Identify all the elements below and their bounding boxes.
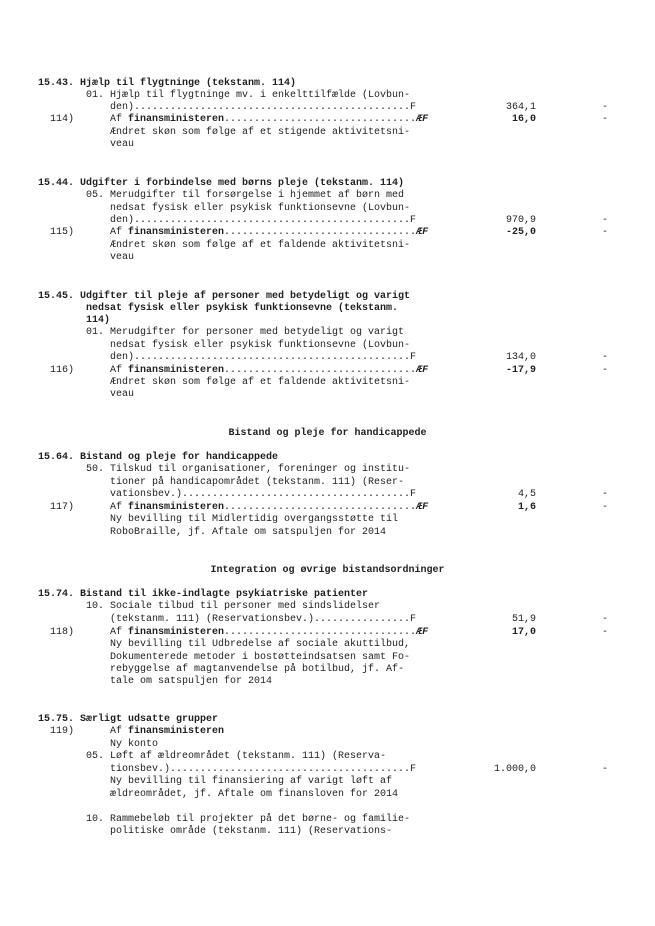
amendment-number: 117): [50, 502, 75, 513]
note-line: veau: [110, 252, 135, 263]
amendment-line: Af finansministeren................................ÆF: [110, 627, 429, 638]
note-line: Ændret skøn som følge af et faldende aktivitetsni-: [110, 377, 411, 388]
item-line: 10. Sociale tilbud til personer med sindslidelser: [86, 601, 381, 612]
item-amount: 51,9: [511, 614, 536, 625]
amendment-number: 116): [50, 365, 75, 376]
item-amount: 364,1: [505, 102, 536, 113]
item-line: nedsat fysisk eller psykisk funktionsevne (Lovbun-: [110, 203, 411, 214]
item-line: 50. Tilskud til organisationer, foreninger og institu-: [86, 464, 411, 475]
amendment-amount: 16,0: [511, 114, 536, 125]
note-line: Ny bevilling til Midlertidig overgangsstøtte til: [110, 514, 399, 525]
note-line: Ny bevilling til Udbredelse af sociale akuttilbud,: [110, 639, 411, 650]
amendment-amount: 1,6: [517, 502, 536, 513]
section-heading: 15.44. Udgifter i forbindelse med børns pleje (tekstanm. 114): [38, 178, 405, 189]
dash: -: [602, 502, 609, 513]
group-title: Bistand og pleje for handicappede: [228, 428, 427, 439]
dash: -: [602, 764, 609, 775]
dash: -: [602, 114, 609, 125]
amendment-number: 115): [50, 227, 75, 238]
note-line: Ændret skøn som følge af et stigende aktivitetsni-: [110, 127, 411, 138]
dash: -: [602, 227, 609, 238]
amendment-number: 118): [50, 627, 75, 638]
section-heading: nedsat fysisk eller psykisk funktionsevne (tekstanm.: [86, 303, 399, 314]
amendment-line: Af finansministeren................................ÆF: [110, 227, 429, 238]
item-line: nedsat fysisk eller psykisk funktionsevne (Lovbun-: [110, 340, 411, 351]
dash: -: [602, 365, 609, 376]
section-heading: 15.64. Bistand og pleje for handicappede: [38, 452, 279, 463]
item-line: den)..............................................F: [110, 102, 417, 113]
item-line: 10. Rammebeløb til projekter på det børne- og familie-: [86, 814, 411, 825]
section-heading: 15.45. Udgifter til pleje af personer med betydeligt og varigt: [38, 291, 411, 302]
item-amount: 134,0: [505, 352, 536, 363]
note-line: Dokumenterede metoder i bostøtteindsatsen samt Fo-: [110, 652, 411, 663]
item-amount: 970,9: [505, 215, 536, 226]
item-line: tioner på handicapområdet (tekstanm. 111) (Reser-: [110, 477, 405, 488]
item-line: tionsbev.)........................................F: [110, 764, 417, 775]
item-line: vationsbev.)......................................F: [110, 489, 417, 500]
amendment-line: Af finansministeren: [110, 726, 225, 737]
amendment-number: 114): [50, 114, 75, 125]
section-heading: 15.74. Bistand til ikke-indlagte psykiatriske patienter: [38, 589, 369, 600]
item-line: den)..............................................F: [110, 215, 417, 226]
group-title: Integration og øvrige bistandsordninger: [210, 565, 445, 576]
item-line: 05. Merudgifter til forsørgelse i hjemmet af børn med: [86, 190, 405, 201]
item-line: politiske område (tekstanm. 111) (Reservations-: [110, 826, 393, 837]
note-line: veau: [110, 389, 135, 400]
item-amount: 1.000,0: [493, 764, 536, 775]
amendment-line: Af finansministeren................................ÆF: [110, 114, 429, 125]
dash: -: [602, 352, 609, 363]
note-line: Ændret skøn som følge af et faldende aktivitetsni-: [110, 240, 411, 251]
dash: -: [602, 102, 609, 113]
new-account-label: Ny konto: [110, 739, 159, 750]
amendment-amount: -25,0: [505, 227, 536, 238]
item-amount: 4,5: [517, 489, 536, 500]
item-line: (tekstanm. 111) (Reservationsbev.)................F: [110, 614, 417, 625]
note-line: veau: [110, 139, 135, 150]
amendment-number: 119): [50, 726, 75, 737]
section-heading: 114): [86, 315, 111, 326]
dash: -: [602, 614, 609, 625]
amendment-line: Af finansministeren................................ÆF: [110, 502, 429, 513]
dash: -: [602, 489, 609, 500]
amendment-line: Af finansministeren................................ÆF: [110, 365, 429, 376]
section-heading: 15.43. Hjælp til flygtninge (tekstanm. 114): [38, 78, 297, 89]
section-heading: 15.75. Særligt udsatte grupper: [38, 714, 219, 725]
item-line: 01. Merudgifter for personer med betydeligt og varigt: [86, 327, 405, 338]
note-line: ældreområdet, jf. Aftale om finansloven for 2014: [110, 789, 399, 800]
item-line: den)..............................................F: [110, 352, 417, 363]
amendment-amount: 17,0: [511, 627, 536, 638]
amendment-amount: -17,9: [505, 365, 536, 376]
item-line: 01. Hjælp til flygtninge mv. i enkelttilfælde (Lovbun-: [86, 90, 411, 101]
note-line: rebyggelse af magtanvendelse på botilbud, jf. Af-: [110, 664, 405, 675]
note-line: tale om satspuljen for 2014: [110, 676, 273, 687]
dash: -: [602, 627, 609, 638]
note-line: Ny bevilling til finansiering af varigt løft af: [110, 776, 393, 787]
dash: -: [602, 215, 609, 226]
item-line: 05. Løft af ældreområdet (tekstanm. 111) (Reserva-: [86, 751, 387, 762]
note-line: RoboBraille, jf. Aftale om satspuljen for 2014: [110, 527, 387, 538]
